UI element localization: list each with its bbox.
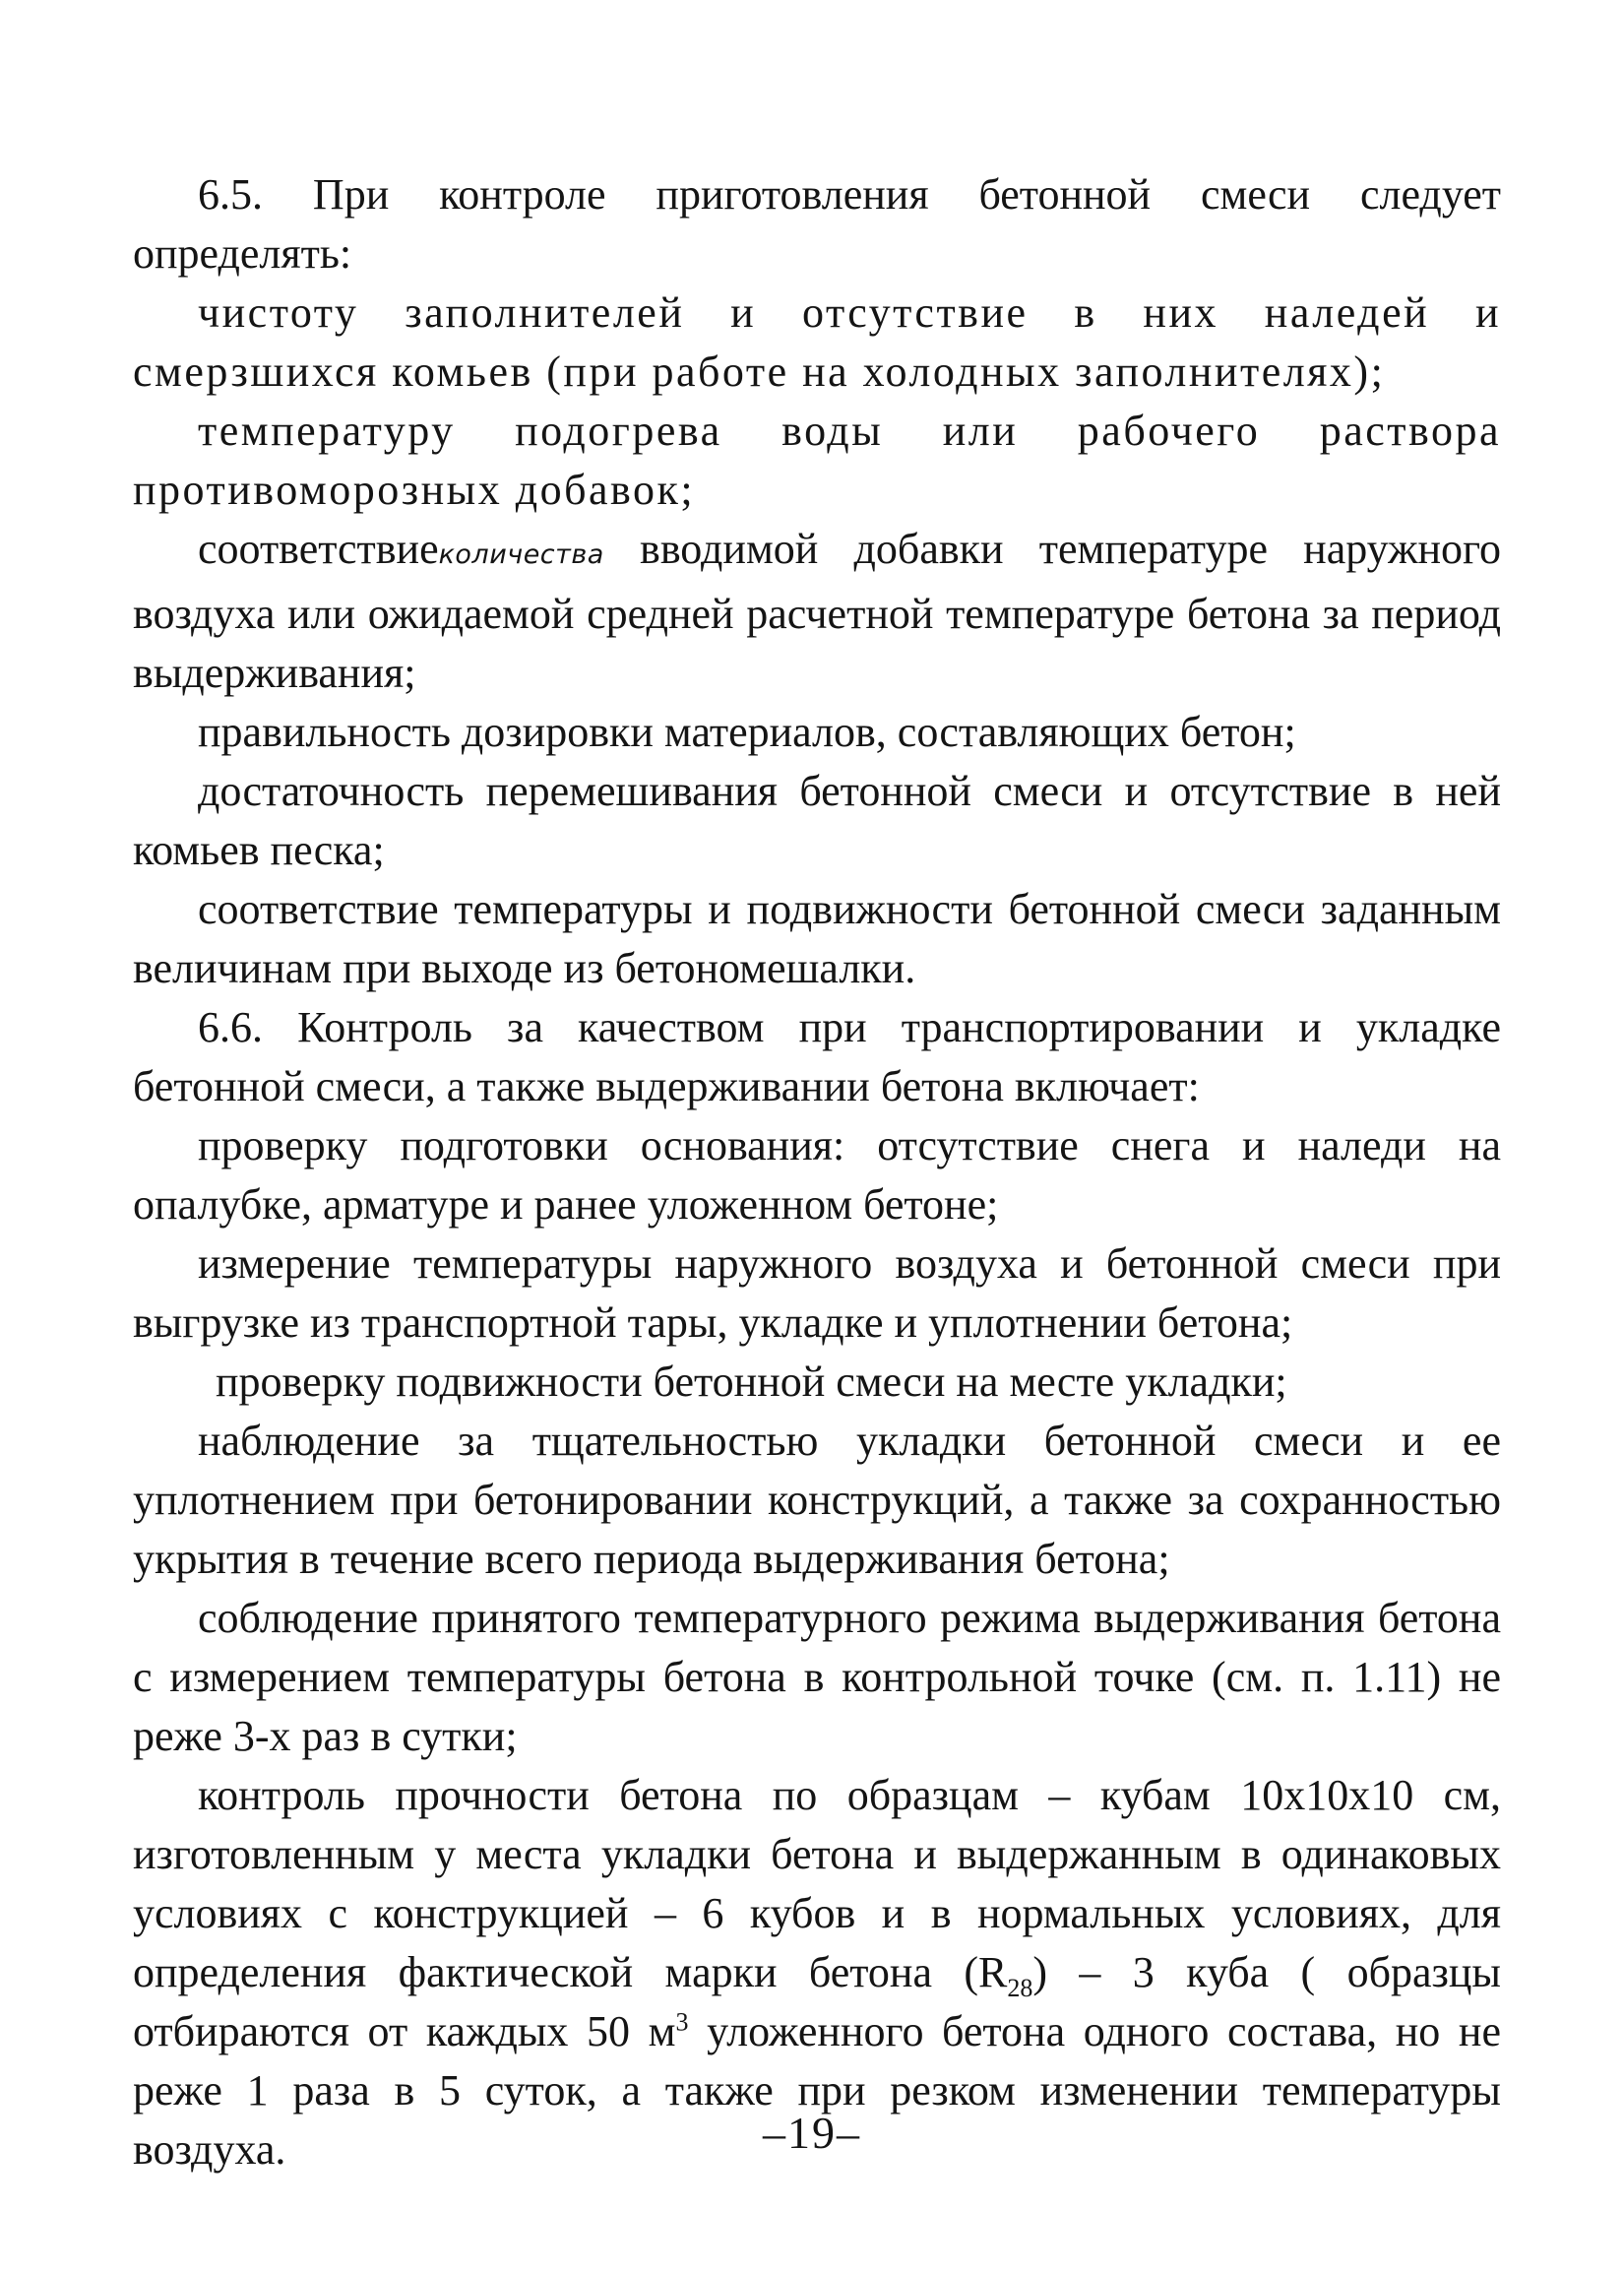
body-text	[133, 165, 1501, 2179]
paragraph-text: проверку подвижности бетонной смеси на месте укладки;	[216, 1357, 1287, 1406]
paragraph-text-end: вводимой добавки температуре наружного воздуха или ожидаемой средней расчетной температуре бетона за период выдерживания;	[133, 525, 1501, 697]
paragraph-temperature-measurement	[133, 1234, 1501, 1353]
paragraph-mixing	[133, 762, 1501, 880]
paragraph-text: проверку подготовки основания: отсутствие снега и наледи на опалубке, арматуре и ранее уложенном бетоне;	[133, 1121, 1501, 1229]
paragraph-text-part2: ) – 3 куба ( образцы отбираются от каждых 50 м	[133, 1948, 1501, 2055]
handwritten-insertion: количества	[438, 539, 604, 570]
superscript-3: 3	[675, 2007, 689, 2037]
page-number: –19–	[763, 2108, 861, 2158]
paragraph-temperature-regime	[133, 1589, 1501, 1766]
paragraph-text: соблюдение принятого температурного режима выдерживания бетона с измерением температуры бетона в контрольной точке (см. п. 1.11) не реже 3-х раз в сутки;	[133, 1594, 1501, 1760]
subscript-28: 28	[1007, 1973, 1033, 2002]
paragraph-6-6	[133, 998, 1501, 1116]
paragraph-text: наблюдение за тщательностью укладки бетонной смеси и ее уплотнением при бетонировании конструкций, а также за сохранностью укрытия в течение всего периода выдерживания бетона;	[133, 1417, 1501, 1583]
paragraph-text: температуру подогрева воды или рабочего раствора противоморозных добавок;	[133, 407, 1501, 514]
paragraph-additive-conformity	[133, 520, 1501, 703]
paragraph-mobility-check	[133, 1353, 1501, 1412]
paragraph-text: 6.5. При контроле приготовления бетонной смеси следует определять:	[133, 170, 1501, 278]
paragraph-observation	[133, 1412, 1501, 1589]
paragraph-dosage	[133, 703, 1501, 762]
paragraph-clean-aggregates	[133, 284, 1501, 402]
paragraph-base-check	[133, 1116, 1501, 1234]
paragraph-water-temperature	[133, 402, 1501, 520]
paragraph-text: 6.6. Контроль за качеством при транспортировании и укладке бетонной смеси, а также выдерживании бетона включает:	[133, 1003, 1501, 1110]
paragraph-text: соответствие температуры и подвижности бетонной смеси заданным величинам при выходе из бетономешалки.	[133, 885, 1501, 992]
paragraph-text: чистоту заполнителей и отсутствие в них наледей и смерзшихся комьев (при работе на холодных заполнителях);	[133, 288, 1501, 396]
paragraph-text: достаточность перемешивания бетонной смеси и отсутствие в ней комьев песка;	[133, 767, 1501, 874]
paragraph-text-part3: уложенного бетона одного состава, но не реже 1 раза в 5 суток, а также при резком изменении температуры воздуха.	[133, 2007, 1501, 2174]
paragraph-6-5	[133, 165, 1501, 284]
paragraph-text-part1: контроль прочности бетона по образцам – кубам 10x10x10 см, изготовленным у места укладки бетона и выдержанным в одинаковых условиях с конструкцией – 6 кубов и в нормальных условиях, для определения фактической марки бетона (R	[133, 1771, 1501, 1996]
paragraph-text: правильность дозировки материалов, составляющих бетон;	[198, 708, 1296, 756]
paragraph-text: измерение температуры наружного воздуха и бетонной смеси при выгрузке из транспортной тары, укладке и уплотнении бетона;	[133, 1239, 1501, 1347]
paragraph-output-conformity	[133, 880, 1501, 998]
paragraph-text-start: соответствие	[198, 525, 439, 573]
